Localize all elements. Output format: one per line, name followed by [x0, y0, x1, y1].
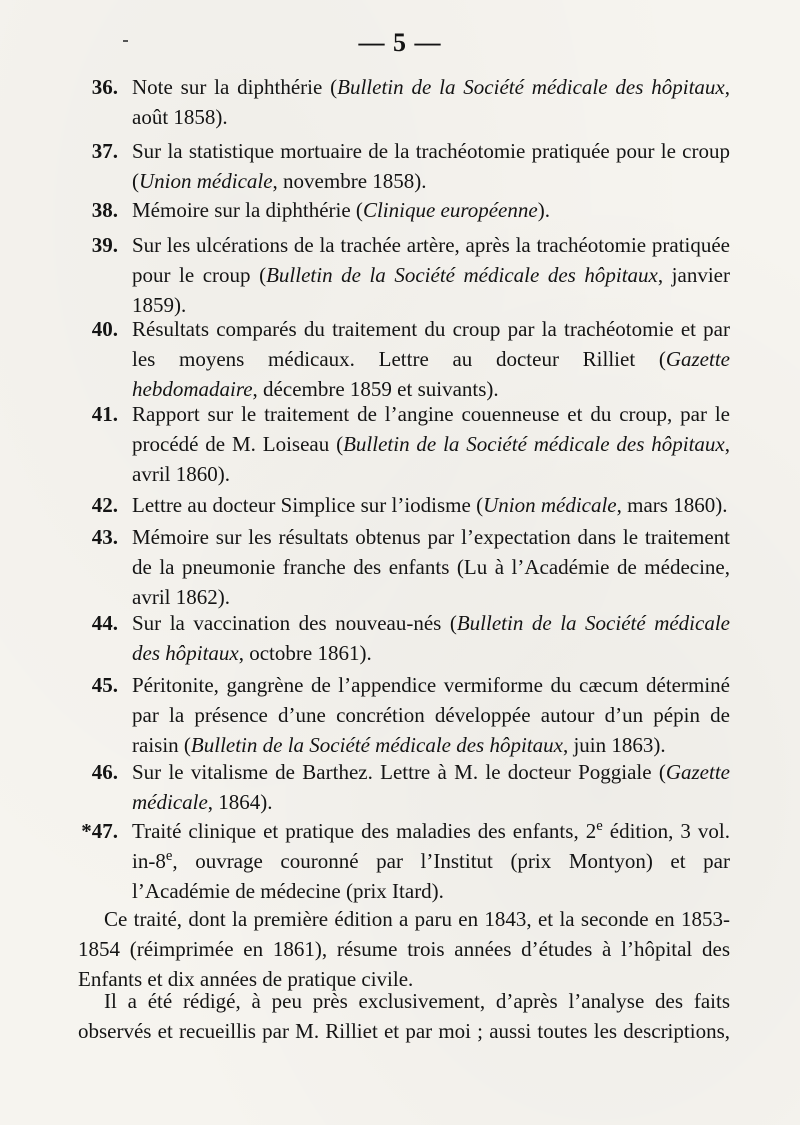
entry-text: Sur les ulcérations de la trachée artère, après la trachéotomie pratiquée pour le croup (Bulletin de la Société médicale des hôpitaux, janvier 1859). [132, 233, 730, 317]
bibliography-entry-42 [78, 490, 730, 520]
entry-number: 42. [91, 493, 118, 517]
entry-number: 40. [91, 317, 118, 341]
entry-number: *47. [81, 819, 118, 843]
bibliography-entry-41 [78, 399, 730, 489]
entry-text: Résultats comparés du traitement du croup par la trachéotomie et par les moyens médicaux. Lettre au docteur Rilliet (Gazette hebdomadaire, décembre 1859 et suivants). [132, 317, 730, 401]
bibliography-entry-44 [78, 608, 730, 668]
entry-text: Lettre au docteur Simplice sur l’iodisme (Union médicale, mars 1860). [132, 493, 728, 517]
entry-journal: Gazette hebdomadaire [132, 347, 730, 401]
entry-number: 44. [91, 611, 118, 635]
bibliography-entry-36 [78, 72, 730, 132]
entry-text: Sur la vaccination des nouveau-nés (Bulletin de la Société médicale des hôpitaux, octobre 1861). [132, 611, 730, 665]
entry-journal: Bulletin de la Société médicale des hôpitaux [266, 263, 658, 287]
entry-text: Péritonite, gangrène de l’appendice vermiforme du cæcum déterminé par la présence d’une concrétion développée autour d’un pépin de raisin (Bulletin de la Société médicale des hôpitaux, juin 1863). [132, 673, 730, 757]
entry-number: 37. [91, 139, 118, 163]
bibliography-entry-39 [78, 230, 730, 320]
entry-journal: Union médicale [483, 493, 617, 517]
entry-number: 36. [91, 75, 118, 99]
entry-journal: Gazette médicale [132, 760, 730, 814]
page-number: — 5 — [358, 28, 442, 57]
entry-text: Sur la statistique mortuaire de la trachéotomie pratiquée pour le croup (Union médicale, novembre 1858). [132, 139, 730, 193]
entry-text: Note sur la diphthérie (Bulletin de la Société médicale des hôpitaux, août 1858). [132, 75, 730, 129]
bibliography-entry-47 [78, 816, 730, 906]
entry-journal: Bulletin de la Société médicale des hôpitaux [132, 611, 730, 665]
entry-text: Traité clinique et pratique des maladies des enfants, 2e édition, 3 vol. in-8e, ouvrage couronné par l’Institut (prix Montyon) et par l’Académie de médecine (prix Itard). [132, 818, 730, 903]
entry-number: 41. [91, 402, 118, 426]
paragraph-continuation: Il a été rédigé, à peu près exclusivement, d’après l’analyse des faits observés et recueillis par M. Rilliet et par moi ; aussi toutes les descriptions, [78, 989, 730, 1043]
entry-number: 38. [91, 198, 118, 222]
bibliography-entry-38 [78, 195, 730, 225]
entry-journal: Clinique européenne [362, 198, 538, 222]
entry-number: 45. [91, 673, 118, 697]
entry-journal: Union médicale [139, 169, 273, 193]
bibliography-entry-43 [78, 522, 730, 612]
entry-number: 46. [91, 760, 118, 784]
entry-number: 43. [91, 525, 118, 549]
bibliography-entry-37 [78, 136, 730, 196]
entry-text: Rapport sur le traitement de l’angine couenneuse et du croup, par le procédé de M. Loiseau (Bulletin de la Société médicale des hôpitaux, avril 1860). [132, 402, 730, 486]
bibliography-entry-45 [78, 670, 730, 760]
entry-text: Sur le vitalisme de Barthez. Lettre à M. le docteur Poggiale (Gazette médicale, 1864). [132, 760, 730, 814]
entry-number: 39. [91, 233, 118, 257]
entry-journal: Bulletin de la Société médicale des hôpitaux [337, 75, 725, 99]
entry-text: Mémoire sur la diphthérie (Clinique européenne). [132, 198, 550, 222]
entry-journal: Bulletin de la Société médicale des hôpitaux [343, 432, 725, 456]
bibliography-entry-40 [78, 314, 730, 404]
entry-text: Mémoire sur les résultats obtenus par l’expectation dans le traitement de la pneumonie franche des enfants (Lu à l’Académie de médecine, avril 1862). [132, 525, 730, 609]
entry-journal: Bulletin de la Société médicale des hôpitaux [190, 733, 563, 757]
bibliography-entry-46 [78, 757, 730, 817]
paragraph-description: Ce traité, dont la première édition a paru en 1843, et la seconde en 1853-1854 (réimprimée en 1861), résume trois années d’études à l’hôpital des Enfants et dix années de pratique civile. [78, 907, 730, 991]
